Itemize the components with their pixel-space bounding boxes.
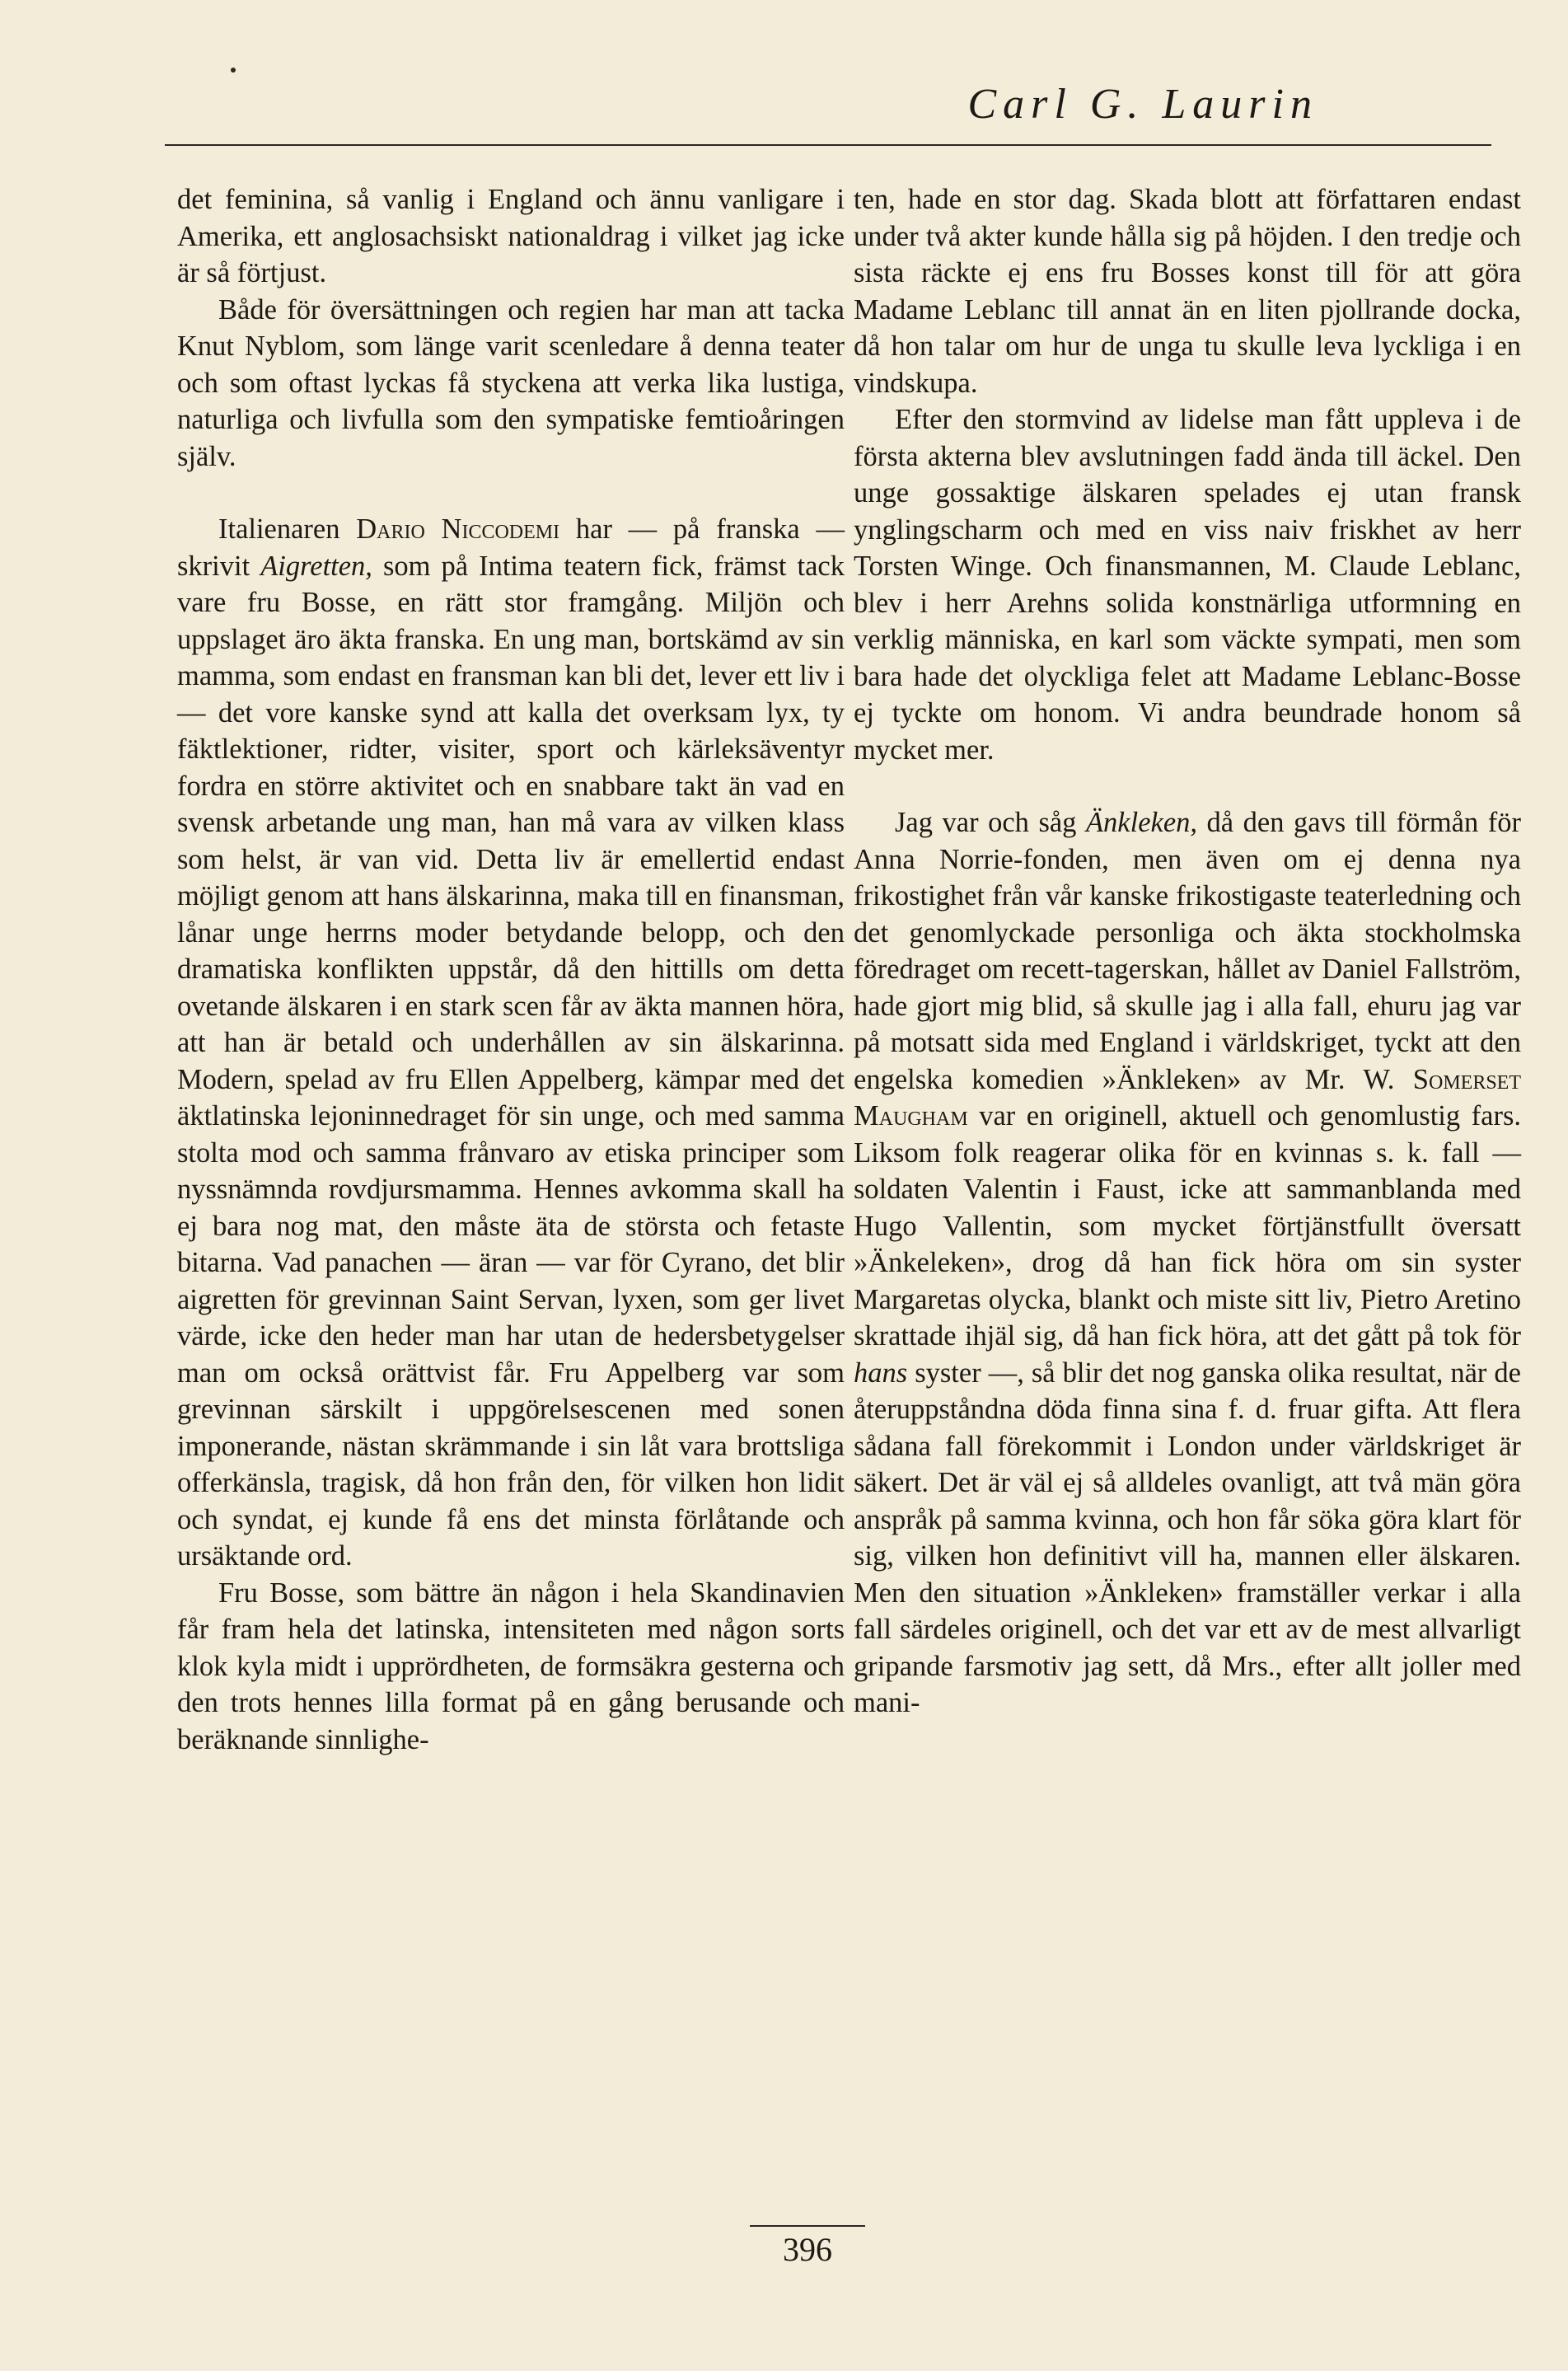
- paragraph: Fru Bosse, som bättre än någon i hela Skandinavien får fram hela det latinska, intensiteten med någon sorts klok kyla midt i upprördheten, de formsäkra gesterna och den trots hennes lilla format på en gång berusande och beräknande sinnlighe-: [177, 1577, 845, 1755]
- play-title: Aigretten,: [260, 550, 372, 582]
- text-run: syster —, så blir det nog ganska olika resultat, när de återuppståndna döda finna sina f. d. fruar gifta. Att flera sådana fall förekommit i London under världskriget är säkert. Det är väl ej så alldeles ovanligt, att två män göra anspråk på samma kvinna, och hon får söka göra klart för sig, vilken hon definitivt vill ha, mannen eller älskaren. Men den situation »Änkleken» framställer verkar i alla fall särdeles originell, och det var ett av de mest allvarligt gripande farsmotiv jag sett, då Mrs., efter allt joller med mani-: [854, 1357, 1521, 1718]
- paragraph: Både för översättningen och regien har man att tacka Knut Nyblom, som länge varit scenledare å denna teater och som oftast lyckas få styckena att verka lika lustiga, naturliga och livfulla som den sympatiske femtioåringen själv.: [177, 293, 845, 472]
- text-run: som på Intima teatern fick, främst tack vare fru Bosse, en rätt stor framgång. Miljön och uppslaget äro äkta franska. En ung man, bortskämd av sin mamma, som endast en fransman kan bli det, lever ett liv i — det vore kanske synd att kalla det overksam lyx, ty fäktlektioner, ridter, visiter, sport och kärleksäventyr fordra en större aktivitet och en snabbare takt än vad en svensk arbetande ung man, han må vara av vilken klass som helst, är van vid. Detta liv är emellertid endast möjligt genom att hans älskarinna, maka till en finansman, lånar unge herrns moder betydande belopp, och den dramatiska konflikten uppstår, då den hittills om detta ovetande älskaren i en stark scen får av äkta mannen höra, att han är betald och underhållen av sin älskarinna. Modern, spelad av fru Ellen Appelberg, kämpar med det äktlatinska lejoninnedraget för sin unge, och med samma stolta mod och samma frånvaro av etiska principer som nyssnämnda rovdjursmamma. Hennes avkomma skall ha ej bara nog mat, den måste äta de största och fetaste bitarna. Vad panachen — äran — var för Cyrano, det blir aigretten för grevinnan Saint Servan, lyxen, som ger livet värde, icke den heder man har utan de hedersbetygelser man om också orättvist får. Fru Appelberg var som grevinnan särskilt i uppgörelsescenen med sonen imponerande, nästan skrämmande i sin låt vara brottsliga offerkänsla, tragisk, då hon från den, för vilken hon lidit och syndat, ej kunde få ens det minsta förlåtande och ursäktande ord.: [177, 550, 845, 1572]
- page-number: 396: [750, 2225, 865, 2269]
- author-name: Dario Niccodemi: [356, 513, 560, 545]
- author-name: Somerset Maugham: [854, 1063, 1521, 1132]
- running-title: Carl G. Laurin: [967, 81, 1318, 128]
- running-header: [165, 78, 1491, 146]
- emphasis: hans: [854, 1357, 908, 1389]
- text-run: Italienaren: [218, 513, 357, 545]
- paragraph: ten, hade en stor dag. Skada blott att författaren endast under två akter kunde hålla sig på höjden. I den tredje och sista räckte ej ens fru Bosses konst till för att göra Madame Leblanc till annat än en liten pjollrande docka, då hon talar om hur de unga tu skulle leva lyckliga i en vindskupa.: [854, 184, 1521, 399]
- text-run: Jag var och såg: [895, 807, 1086, 838]
- paragraph-ankleken: [854, 804, 1521, 1722]
- text-run: har — på franska — skrivit: [177, 513, 845, 582]
- play-title: Änkleken,: [1085, 807, 1198, 838]
- right-column: [854, 181, 1521, 1722]
- text-run: var en originell, aktuell och genomlustig fars. Liksom folk reagerar olika för en kvinnas s. k. fall — soldaten Valentin i Faust, icke att sammanblanda med Hugo Vallentin, som mycket förtjänstfullt översatt »Änkeleken», drog då han fick höra om sin syster Margaretas olycka, blankt och miste sitt liv, Pietro Aretino skrattade ihjäl sig, då han fick höra, att det gått på tok för: [854, 1100, 1521, 1352]
- left-column: [177, 181, 845, 1758]
- text-run: då den gavs till förmån för Anna Norrie-fonden, men även om ej denna nya frikostighet från vår kanske frikostigaste teaterledning och det genomlyckade personliga och äkta stockholmska föredraget om recett-tagerskan, hållet av Daniel Fallström, hade gjort mig blid, så skulle jag i alla fall, ehuru jag var på motsatt sida med England i världskriget, tyckt att den engelska komedien »Änkleken» av Mr. W.: [854, 807, 1522, 1095]
- ink-dot: [231, 68, 236, 73]
- paragraph: Efter den stormvind av lidelse man fått uppleva i de första akterna blev avslutningen fadd ända till äckel. Den unge gossaktige älskaren spelades ej utan fransk ynglingscharm och med en viss naiv friskhet av herr Torsten Winge. Och finansmannen, M. Claude Leblanc, blev i herr Arehns solida konstnärliga utformning en verklig människa, en karl som väckte sympati, men som bara hade det olyckliga felet att Madame Leblanc-Bosse ej tyckte om honom. Vi andra beundrade honom så mycket mer.: [854, 404, 1521, 766]
- paragraph: det feminina, så vanlig i England och ännu vanligare i Amerika, ett anglosachsiskt nationaldrag i vilket jag icke är så förtjust.: [177, 184, 845, 288]
- paragraph-aigretten: [177, 511, 845, 1575]
